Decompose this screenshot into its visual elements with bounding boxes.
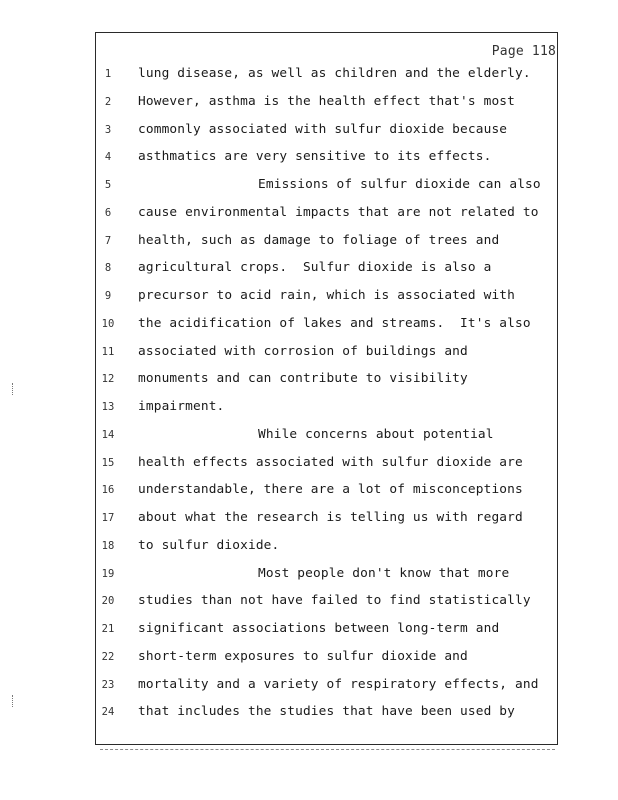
line-number: 20 xyxy=(101,595,115,608)
line-number: 2 xyxy=(104,95,112,108)
line-text: agricultural crops. Sulfur dioxide is also a xyxy=(138,260,492,276)
line-text: cause environmental impacts that are not related to xyxy=(138,204,539,220)
margin-scan-mark xyxy=(12,383,17,395)
line-number: 5 xyxy=(104,179,112,191)
line-number: 3 xyxy=(104,123,112,136)
line-number: 6 xyxy=(104,206,112,219)
line-text: Emissions of sulfur dioxide can also xyxy=(258,177,541,192)
line-text: monuments and can contribute to visibility xyxy=(138,371,468,387)
line-number: 16 xyxy=(101,484,115,497)
line-number: 4 xyxy=(104,151,112,164)
line-number: 11 xyxy=(101,345,115,358)
line-text: impairment. xyxy=(138,399,225,414)
line-text: health, such as damage to foliage of trees and xyxy=(138,232,500,248)
margin-scan-mark xyxy=(12,695,17,707)
line-number: 15 xyxy=(101,456,115,469)
line-number: 23 xyxy=(101,678,115,691)
line-number: 22 xyxy=(101,650,115,663)
line-text: precursor to acid rain, which is associated with xyxy=(138,288,516,303)
line-number: 8 xyxy=(104,262,112,275)
line-text: asthmatics are very sensitive to its effects. xyxy=(138,149,492,165)
line-text: associated with corrosion of buildings and xyxy=(138,343,468,359)
line-number: 18 xyxy=(101,539,115,552)
line-text: health effects associated with sulfur dioxide are xyxy=(138,454,523,470)
line-number: 21 xyxy=(101,623,115,635)
line-number: 12 xyxy=(101,373,115,386)
line-text: that includes the studies that have been used by xyxy=(138,704,516,720)
line-text: Most people don't know that more xyxy=(258,565,510,581)
line-text: mortality and a variety of respiratory effects, and xyxy=(138,676,539,692)
line-text: studies than not have failed to find statistically xyxy=(138,593,531,609)
line-number: 13 xyxy=(101,401,115,413)
line-number: 14 xyxy=(101,428,115,441)
line-text: While concerns about potential xyxy=(258,426,494,442)
line-text: short-term exposures to sulfur dioxide and xyxy=(138,648,468,664)
transcript-page-frame xyxy=(95,32,558,745)
line-text: lung disease, as well as children and the elderly. xyxy=(138,66,531,81)
line-number: 17 xyxy=(101,512,115,524)
line-text: about what the research is telling us with regard xyxy=(138,510,523,525)
line-text: However, asthma is the health effect that's most xyxy=(138,93,516,109)
line-text: significant associations between long-term and xyxy=(138,621,500,636)
line-text: commonly associated with sulfur dioxide because xyxy=(138,121,508,137)
scan-bottom-rule xyxy=(100,749,555,750)
page-number: Page 118 xyxy=(491,44,556,59)
line-number: 19 xyxy=(101,567,115,580)
line-text: the acidification of lakes and streams. It's also xyxy=(138,315,531,331)
line-number: 24 xyxy=(101,706,115,719)
line-text: to sulfur dioxide. xyxy=(138,537,280,553)
line-number: 10 xyxy=(101,317,115,330)
line-number: 7 xyxy=(104,234,112,247)
line-number: 1 xyxy=(104,68,112,80)
line-number: 9 xyxy=(104,290,112,302)
line-text: understandable, there are a lot of misconceptions xyxy=(138,482,523,498)
